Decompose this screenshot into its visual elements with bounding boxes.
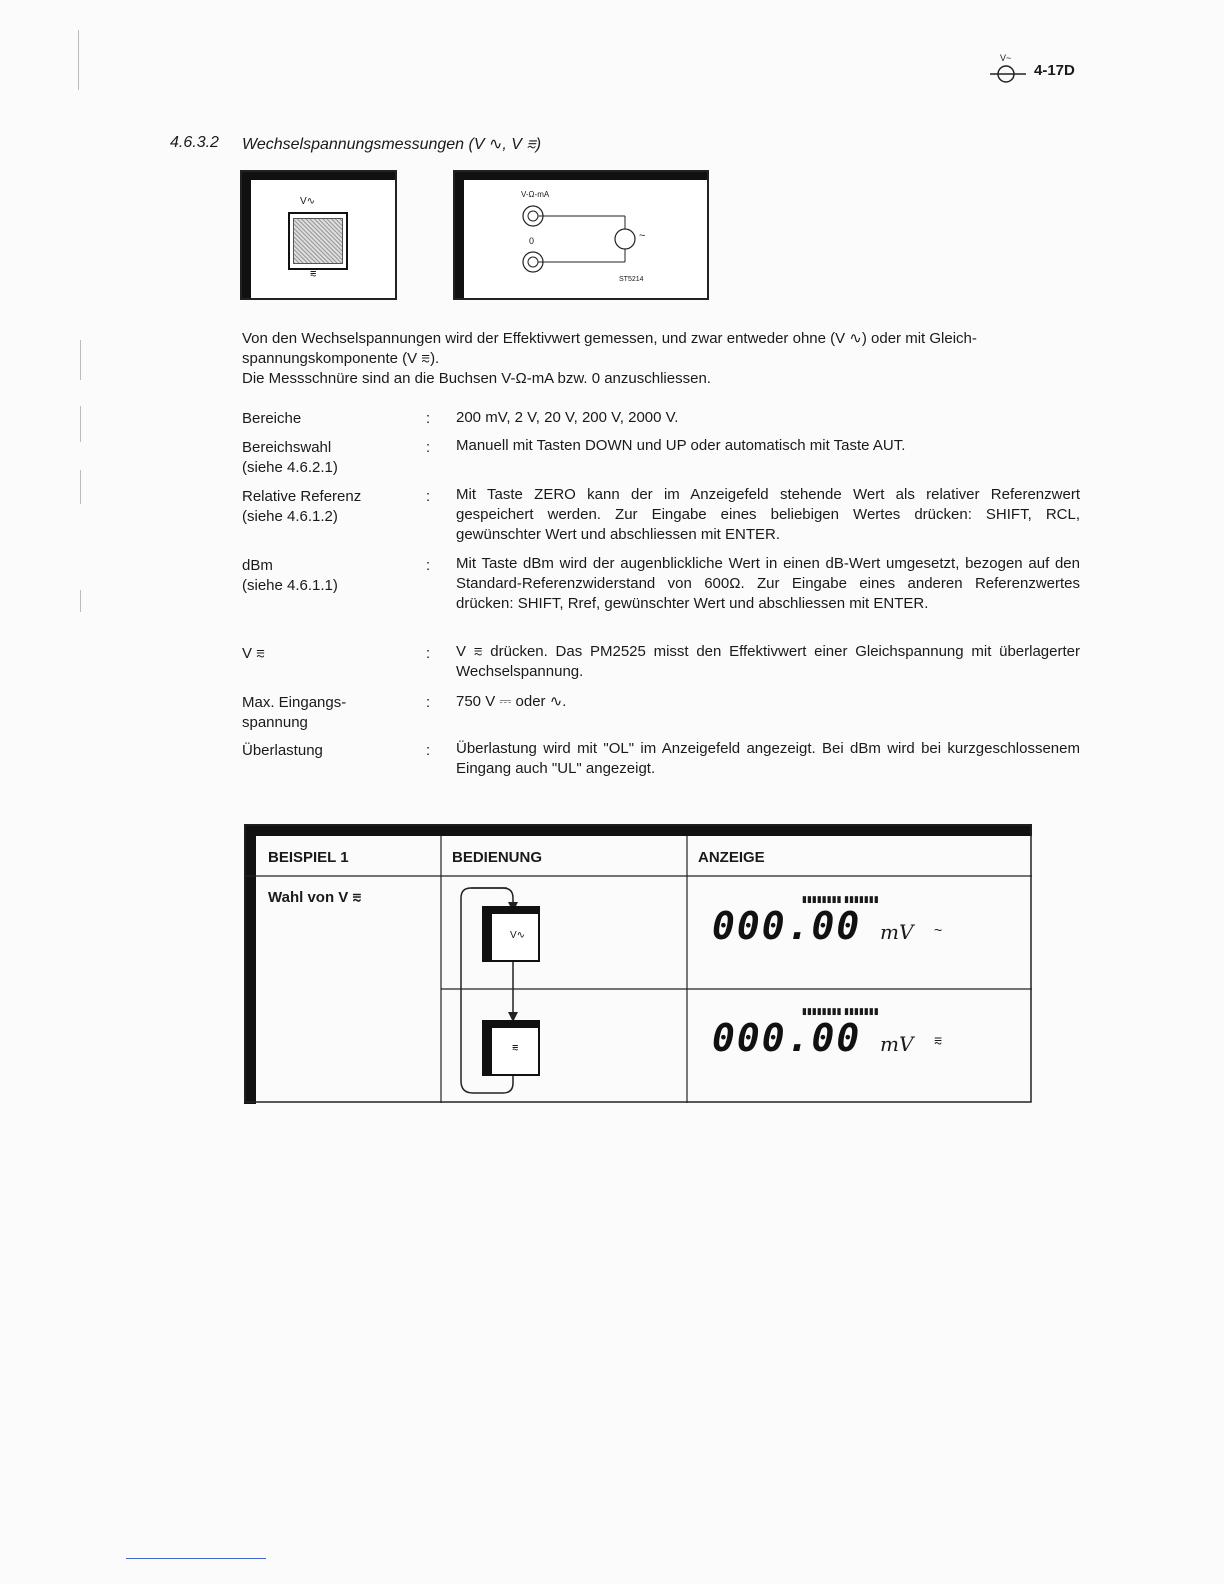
spec-value-range-selection: Manuell mit Tasten DOWN und UP oder automatisch mit Taste AUT. bbox=[456, 437, 906, 454]
spec-value-overload: Überlastung wird mit "OL" im Anzeigefeld angezeigt. Bei dBm wird bei kurzgeschlossenem Eingang auch "UL" angezeigt. bbox=[456, 740, 1080, 777]
scan-mark bbox=[80, 590, 81, 612]
spec-colon: : bbox=[426, 410, 431, 427]
ac-source-symbol: ~ bbox=[639, 230, 646, 242]
key-top-label: V∿ bbox=[300, 196, 316, 207]
spec-value-max-input: 750 V ⎓ oder ∿. bbox=[456, 693, 567, 710]
intro-line-2: spannungskomponente (V ⩳). bbox=[242, 350, 440, 367]
figure-key-panel bbox=[240, 170, 397, 300]
intro-line-3: Die Messschnüre sind an die Buchsen V-Ω-mA bzw. 0 anzuschliessen. bbox=[242, 370, 711, 387]
header-display: ANZEIGE bbox=[698, 849, 765, 866]
lcd-annunciator-dots: ▮▮▮▮▮▮▮▮ ▮▮▮▮▮▮▮ bbox=[802, 894, 879, 904]
scan-mark bbox=[80, 340, 81, 380]
scan-edge-line bbox=[126, 1558, 266, 1559]
spec-colon: : bbox=[426, 439, 431, 456]
key-acdc-label: ⩳ bbox=[512, 1042, 519, 1054]
page-section-icon bbox=[988, 52, 1028, 86]
lcd-display-value: 000.00 bbox=[712, 904, 862, 948]
example-table bbox=[244, 824, 1032, 1104]
lcd-display-unit: mV bbox=[880, 1032, 914, 1056]
intro-line-1: Von den Wechselspannungen wird der Effektivwert gemessen, und zwar entweder ohne (V ∿) oder mit Gleich- bbox=[242, 330, 977, 347]
figure-connection-panel bbox=[453, 170, 709, 300]
spec-colon: : bbox=[426, 742, 431, 759]
page-number: 4-17D bbox=[1034, 62, 1075, 79]
spec-label-v-acdc: V ⩳ bbox=[242, 645, 265, 662]
section-number: 4.6.3.2 bbox=[170, 134, 219, 151]
key-v-ac-label: V∿ bbox=[510, 930, 526, 941]
spec-label-range-selection: Bereichswahl (siehe 4.6.2.1) bbox=[242, 439, 338, 476]
section-title: Wechselspannungsmessungen (V ∿, V ⩳) bbox=[242, 136, 542, 153]
spec-label-dbm: dBm (siehe 4.6.1.1) bbox=[242, 557, 338, 594]
key-bottom-label: ⩳ bbox=[310, 268, 317, 280]
connection-diagram bbox=[455, 172, 707, 298]
key-button[interactable] bbox=[288, 212, 348, 270]
header-example: BEISPIEL 1 bbox=[268, 849, 349, 866]
socket-label: V-Ω-mA bbox=[521, 190, 550, 199]
lcd-ac-symbol: ~ bbox=[934, 922, 943, 938]
lcd-annunciator-dots: ▮▮▮▮▮▮▮▮ ▮▮▮▮▮▮▮ bbox=[802, 1006, 879, 1016]
spec-label-ranges: Bereiche bbox=[242, 410, 302, 427]
spec-label-max-input: Max. Eingangs- spannung bbox=[242, 694, 347, 731]
scan-mark bbox=[80, 470, 81, 504]
spec-label-relative-reference: Relative Referenz (siehe 4.6.1.2) bbox=[242, 488, 362, 525]
figure-code: ST5214 bbox=[619, 276, 644, 283]
key-v-ac-button[interactable] bbox=[482, 906, 540, 962]
spec-colon: : bbox=[426, 645, 431, 662]
example-title: Wahl von V ⩳ bbox=[268, 889, 362, 906]
operation-sequence-diagram bbox=[441, 876, 687, 1104]
lcd-display-unit: mV bbox=[880, 920, 914, 944]
lcd-display-value: 000.00 bbox=[712, 1016, 862, 1060]
svg-text:V~: V~ bbox=[1000, 53, 1012, 63]
zero-socket-label: 0 bbox=[529, 236, 535, 246]
spec-value-relative-reference: Mit Taste ZERO kann der im Anzeigefeld stehende Wert als relativer Referenzwert gespeichert werden. Zur Eingabe eines beliebigen Wertes drücken: SHIFT, RCL, gewünschter Wert und abschliessen mit ENTER. bbox=[456, 486, 1080, 543]
lcd-acdc-symbol: ⩳ bbox=[934, 1032, 943, 1048]
header-operation: BEDIENUNG bbox=[452, 849, 543, 866]
key-acdc-button[interactable] bbox=[482, 1020, 540, 1076]
spec-colon: : bbox=[426, 557, 431, 574]
spec-value-dbm: Mit Taste dBm wird der augenblickliche Wert in einen dB-Wert umgesetzt, bezogen auf den Standard-Referenzwiderstand von 600Ω. Zur Eingabe eines anderen Referenzwertes drücken: SHIFT, Rref, gewünschter Wert und abschliessen mit ENTER. bbox=[456, 555, 1080, 612]
key-button-face bbox=[293, 218, 343, 264]
scan-mark bbox=[80, 406, 81, 442]
spec-colon: : bbox=[426, 488, 431, 505]
spec-colon: : bbox=[426, 694, 431, 711]
scan-mark bbox=[78, 30, 79, 90]
spec-value-ranges: 200 mV, 2 V, 20 V, 200 V, 2000 V. bbox=[456, 409, 679, 426]
spec-label-overload: Überlastung bbox=[242, 742, 323, 759]
spec-value-v-acdc: V ⩳ drücken. Das PM2525 misst den Effektivwert einer Gleichspannung mit überlagerter Wechselspannung. bbox=[456, 643, 1080, 680]
